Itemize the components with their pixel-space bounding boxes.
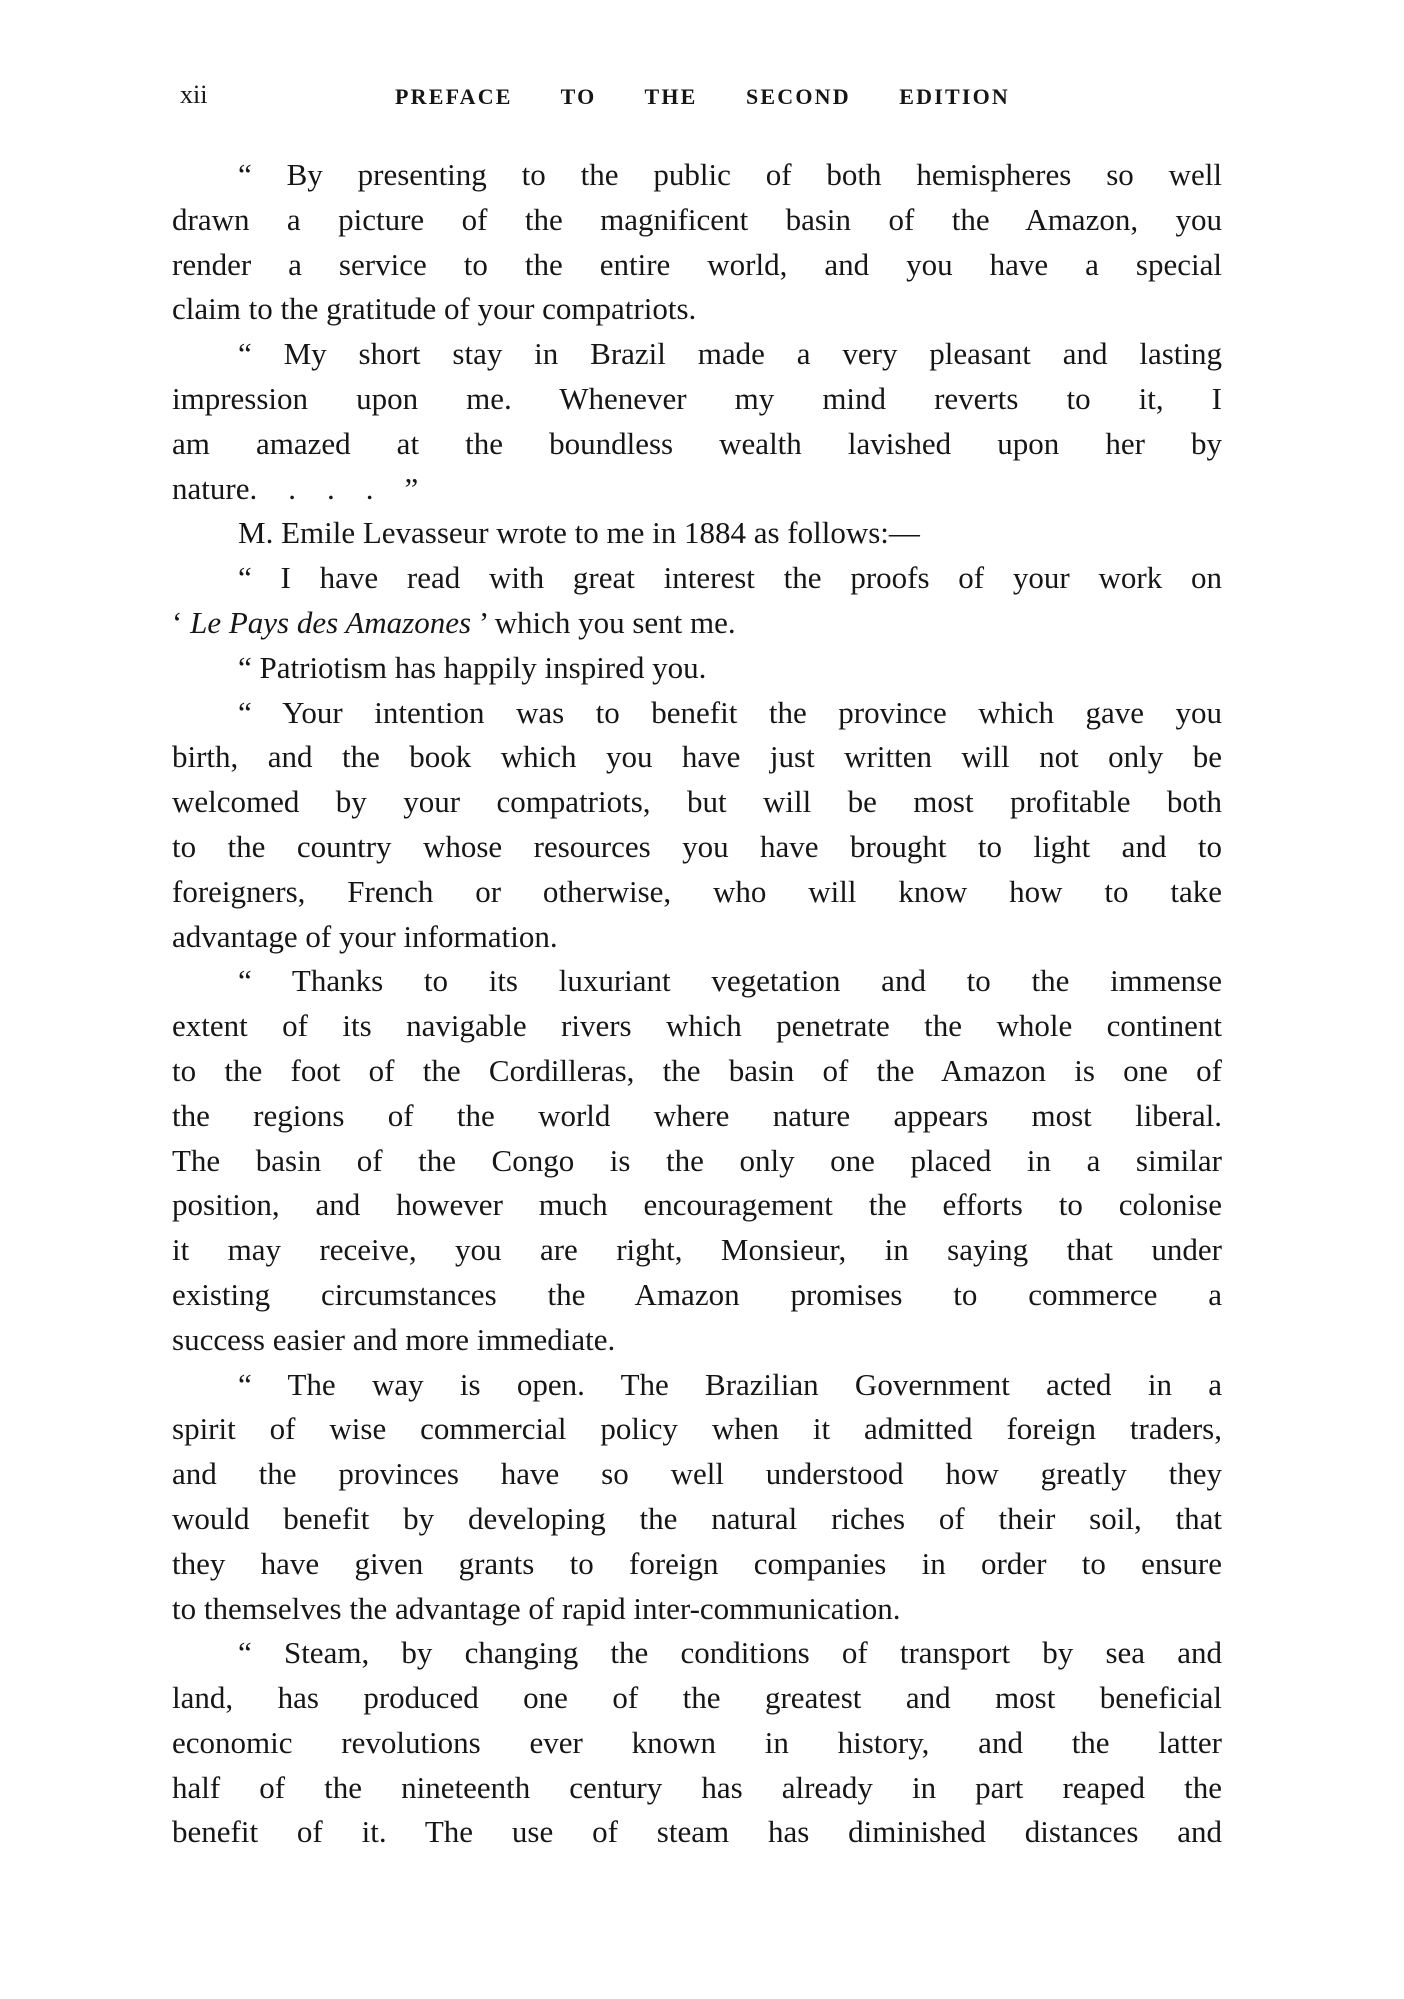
text-line: advantage of your information. [172,918,558,954]
text-line: to the country whose resources you have brought to light and to [172,828,1222,864]
text-line: render a service to the entire world, and you have a special [172,246,1222,282]
text-line: nature. . . . ” [172,470,419,506]
text-line: foreigners, French or otherwise, who will know how to take [172,873,1222,909]
text-line: “ Your intention was to benefit the province which gave you [238,694,1222,730]
text-line: “ By presenting to the public of both hemispheres so well [238,157,1222,192]
text-line-quote-open: ‘ [172,604,191,640]
text-line: “ The way is open. The Brazilian Government acted in a [238,1366,1222,1402]
text-line: “ Thanks to its luxuriant vegetation and to the immense [238,963,1222,999]
text-line: it may receive, you are right, Monsieur, in saying that under [172,1232,1222,1268]
text-line: land, has produced one of the greatest and most beneficial [172,1680,1222,1716]
text-line: half of the nineteenth century has already in part reaped the [172,1769,1222,1805]
text-line: would benefit by developing the natural riches of their soil, that [172,1500,1222,1536]
text-line: spirit of wise commercial policy when it admitted foreign traders, [172,1411,1222,1447]
text-line: birth, and the book which you have just written will not only be [172,739,1222,775]
text-line: to the foot of the Cordilleras, the basin of the Amazon is one of [172,1052,1222,1088]
text-line: M. Emile Levasseur wrote to me in 1884 as follows:— [238,515,920,551]
text-line: “ My short stay in Brazil made a very pleasant and lasting [238,336,1222,372]
text-line: extent of its navigable rivers which penetrate the whole continent [172,1008,1222,1044]
text-line: they have given grants to foreign companies in order to ensure [172,1545,1222,1581]
text-line: “ Patriotism has happily inspired you. [238,649,707,685]
text-line: to themselves the advantage of rapid inter-communication. [172,1590,901,1626]
text-line-rest: ’ which you sent me. [471,604,736,640]
text-line: existing circumstances the Amazon promises to commerce a [172,1276,1222,1312]
text-line: “ Steam, by changing the conditions of transport by sea and [238,1635,1222,1671]
text-line: position, and however much encouragement the efforts to colonise [172,1187,1222,1223]
page-number: xii [180,80,208,109]
text-line: “ I have read with great interest the proofs of your work on [238,560,1222,596]
text-line: am amazed at the boundless wealth lavished upon her by [172,425,1222,461]
text-line [172,601,1222,646]
text-line: drawn a picture of the magnificent basin of the Amazon, you [172,201,1222,237]
text-line: welcomed by your compatriots, but will be most profitable both [172,784,1222,820]
text-line: success easier and more immediate. [172,1321,616,1357]
text-line: the regions of the world where nature appears most liberal. [172,1097,1222,1133]
running-head [0,0,1404,130]
text-line: claim to the gratitude of your compatriots. [172,291,697,327]
running-head-title: PREFACE TO THE SECOND EDITION [395,84,1010,109]
text-line: benefit of it. The use of steam has diminished distances and [172,1814,1222,1850]
text-line: impression upon me. Whenever my mind reverts to it, I [172,380,1222,416]
text-line: The basin of the Congo is the only one placed in a similar [172,1142,1222,1178]
text-line: economic revolutions ever known in history, and the latter [172,1724,1222,1760]
text-line: and the provinces have so well understood how greatly they [172,1456,1222,1492]
body-text [172,153,1222,1855]
book-title-italic: Le Pays des Amazones [190,604,472,640]
